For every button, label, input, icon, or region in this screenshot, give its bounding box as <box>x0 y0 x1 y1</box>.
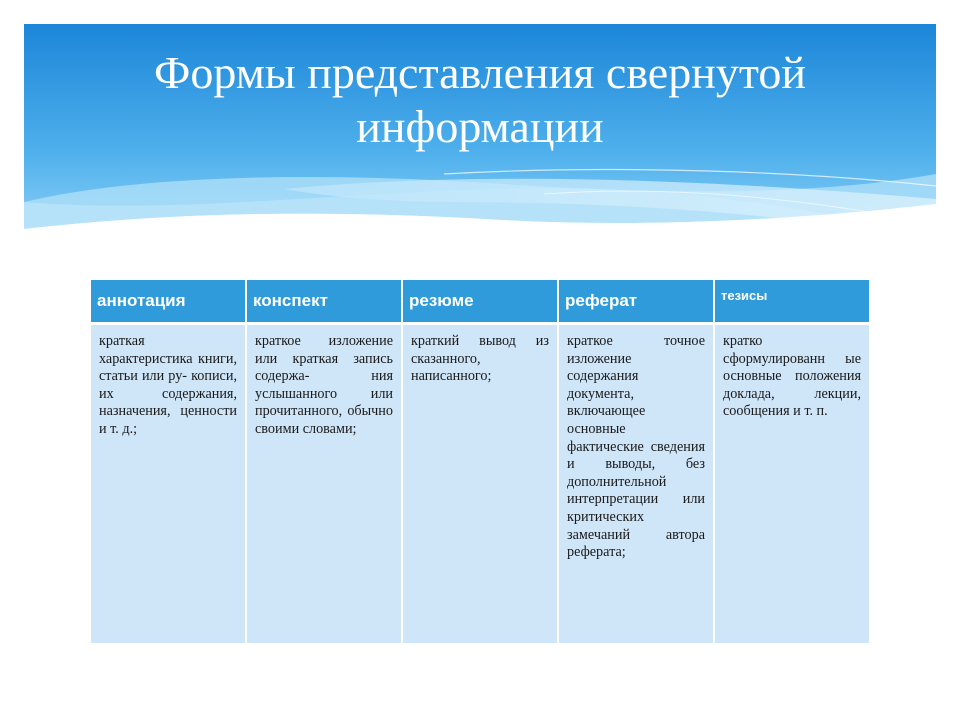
cell-annotation: краткая характеристика книги, статьи или ру- кописи, их содержания, назначения, ценности и т. д.; <box>91 325 247 643</box>
cell-rezyume: краткий вывод из сказанного, написанного; <box>403 325 559 643</box>
table-header-row <box>91 280 869 325</box>
header-referat: реферат <box>559 280 715 325</box>
header-rezyume: резюме <box>403 280 559 325</box>
header-annotation: аннотация <box>91 280 247 325</box>
title-line-1: Формы представления свернутой <box>154 47 806 98</box>
cell-tezisy: кратко сформулированн ые основные положения доклада, лекции, сообщения и т. п. <box>715 325 869 643</box>
slide-title <box>24 46 936 154</box>
title-line-2: информации <box>356 101 604 152</box>
table-row <box>91 325 869 643</box>
cell-konspekt: краткое изложение или краткая запись содержа- ния услышанного или прочитанного, обычно своими словами; <box>247 325 403 643</box>
header-tezisy: тезисы <box>715 280 869 325</box>
cell-referat: краткое точное изложение содержания документа, включающее основные фактические сведения и выводы, без дополнительной интерпретации или критических замечаний автора реферата; <box>559 325 715 643</box>
forms-table <box>91 280 869 643</box>
header-konspekt: конспект <box>247 280 403 325</box>
